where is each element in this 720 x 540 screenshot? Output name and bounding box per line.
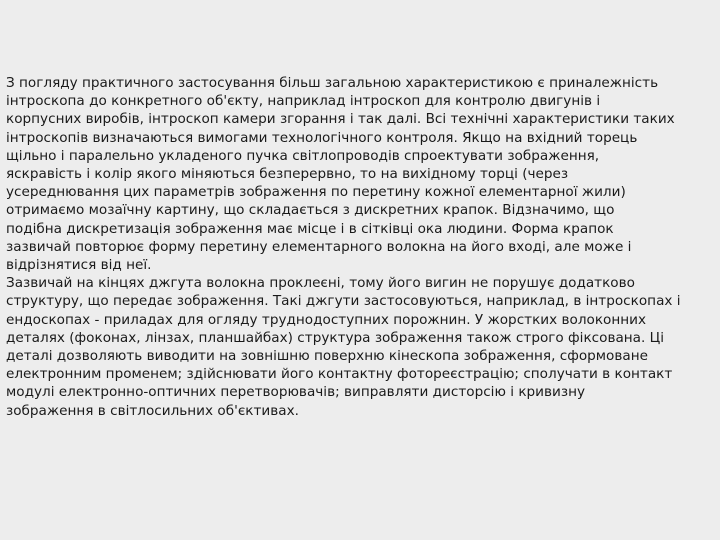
text-line: деталі дозволяють виводити на зовнішню поверхню кінескопа зображення, сформоване bbox=[6, 348, 648, 365]
text-line: модулі електронно-оптичних перетворювачів; виправляти дисторсію і кривизну bbox=[6, 384, 586, 401]
text-line: ендоскопах - приладах для огляду труднодоступних порожнин. У жорстких волоконних bbox=[6, 311, 647, 328]
text-line: деталях (фоконах, лінзах, планшайбах) структура зображення також строго фіксована. Ці bbox=[6, 329, 664, 346]
text-line: зазвичай повторює форму перетину елементарного волокна на його вході, але може і bbox=[6, 238, 632, 255]
text-line: зображення в світлосильних об'єктивах. bbox=[6, 402, 299, 419]
text-line: електронним променем; здійснювати його контактну фотореєстрацію; сполучати в контакт bbox=[6, 366, 673, 383]
text-line: структуру, що передає зображення. Такі джгути застосовуються, наприклад, в інтроскопах і bbox=[6, 293, 681, 310]
text-line: інтроскопа до конкретного об'єкту, наприклад інтроскоп для контролю двигунів і bbox=[6, 93, 601, 110]
text-line: Зазвичай на кінцях джгута волокна проклеєні, тому його вигин не порушує додатково bbox=[6, 275, 635, 292]
text-line: інтроскопів визначаються вимогами технологічного контроля. Якщо на вхідний торець bbox=[6, 129, 638, 146]
text-line: усереднювання цих параметрів зображення по перетину кожної елементарної жили) bbox=[6, 184, 626, 201]
text-line: щільно і паралельно укладеного пучка світлопроводів спроектувати зображення, bbox=[6, 147, 600, 164]
text-line: подібна дискретизація зображення має місце і в сітківці ока людини. Форма крапок bbox=[6, 220, 614, 237]
text-line: отримаємо мозаїчну картину, що складається з дискретних крапок. Відзначимо, що bbox=[6, 202, 615, 219]
body-text bbox=[6, 74, 714, 420]
text-line: відрізнятися від неї. bbox=[6, 257, 152, 274]
text-line: З погляду практичного застосування більш загальною характеристикою є приналежність bbox=[6, 75, 659, 91]
text-line: яскравість і колір якого міняються безперервно, то на вихідному торці (через bbox=[6, 166, 569, 183]
text-line: корпусних виробів, інтроскоп камери згорання і так далі. Всі технічні характеристики таких bbox=[6, 111, 675, 128]
